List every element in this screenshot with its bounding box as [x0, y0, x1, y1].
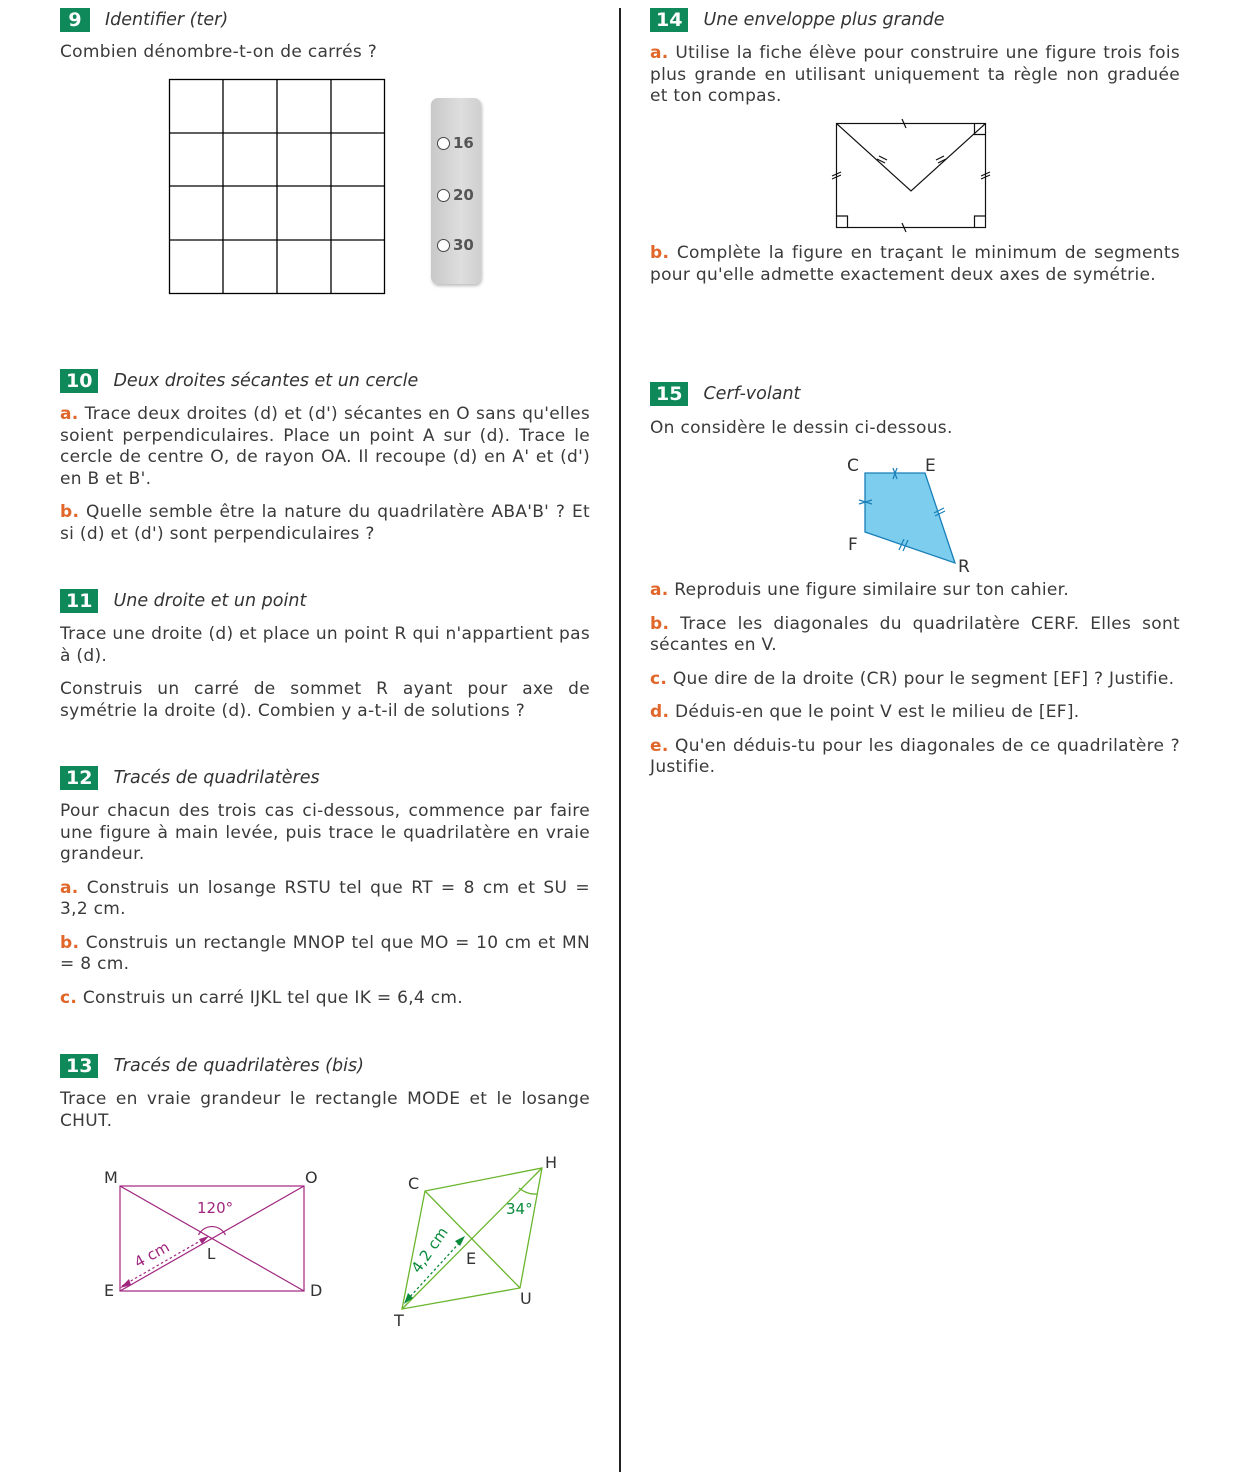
part-c	[60, 988, 590, 1010]
intro: Pour chacun des trois cas ci-dessous, commence par faire une figure à main levée, puis trace le quadrilatère en vraie grandeur.	[60, 801, 590, 864]
part-label: a.	[60, 404, 79, 424]
radio-icon[interactable]	[437, 137, 450, 150]
length-label: 4,2 cm	[407, 1223, 452, 1277]
exercise-title: Tracés de quadrilatères	[113, 768, 320, 788]
exercise-number: 12	[60, 766, 98, 790]
part-b	[60, 502, 590, 545]
part-label: a.	[650, 580, 669, 600]
paragraph: Trace une droite (d) et place un point R qui n'appartient pas à (d).	[60, 624, 590, 666]
exercise-9	[60, 8, 590, 64]
label-o: O	[305, 1168, 318, 1187]
exercise-14	[650, 8, 1180, 108]
option-30[interactable]	[437, 236, 474, 254]
part-e	[650, 736, 1180, 779]
exercise-number: 9	[60, 8, 90, 32]
part-text: Construis un carré IJKL tel que IK = 6,4 cm.	[82, 987, 463, 1008]
option-label: 16	[453, 134, 474, 152]
radio-icon[interactable]	[437, 239, 450, 252]
exercise-title: Deux droites sécantes et un cercle	[113, 371, 419, 391]
label-e: E	[925, 456, 936, 476]
exercise-11	[60, 589, 590, 722]
label-e: E	[466, 1249, 477, 1268]
label-h: H	[545, 1153, 558, 1172]
exercise-15-parts	[650, 580, 1180, 779]
part-text: Qu'en déduis-tu pour les diagonales de ce quadrilatère ? Justifie.	[650, 735, 1180, 777]
paragraph: Construis un carré de sommet R ayant pour axe de symétrie la droite (d). Combien y a-t-il de solutions ?	[60, 679, 590, 721]
part-label: e.	[650, 735, 669, 756]
intro: On considère le dessin ci-dessous.	[650, 418, 953, 438]
exercise-title: Cerf-volant	[703, 384, 801, 404]
label-t: T	[394, 1311, 404, 1330]
exercise-number: 11	[60, 589, 98, 613]
option-16[interactable]	[437, 134, 474, 152]
length-label: 4 cm	[131, 1237, 173, 1272]
figure-envelope	[830, 118, 995, 233]
angle-label: 120°	[197, 1199, 234, 1217]
part-c	[650, 669, 1180, 691]
part-text: Reproduis une figure similaire sur ton cahier.	[674, 580, 1070, 600]
part-label: b.	[650, 243, 670, 263]
exercise-12	[60, 766, 590, 1009]
part-text: Que dire de la droite (CR) pour le segment [EF] ? Justifie.	[672, 668, 1175, 689]
exercise-10	[60, 369, 590, 545]
angle-label: 34°	[506, 1200, 533, 1218]
exercise-number: 14	[650, 8, 688, 32]
option-label: 30	[453, 236, 474, 254]
label-l: L	[207, 1245, 216, 1263]
part-a	[650, 43, 1180, 108]
part-text: Construis un losange RSTU tel que RT = 8 cm et SU = 3,2 cm.	[60, 877, 590, 919]
part-a	[60, 404, 590, 490]
exercise-title: Tracés de quadrilatères (bis)	[113, 1056, 364, 1076]
part-d	[650, 702, 1180, 724]
exercise-title: Identifier (ter)	[105, 10, 229, 30]
column-divider	[619, 8, 621, 1472]
part-label: a.	[650, 43, 669, 63]
part-label: c.	[650, 668, 668, 689]
part-label: b.	[650, 613, 670, 634]
part-text: Utilise la fiche élève pour construire une figure trois fois plus grande en utilisant uniquement ta règle non graduée et ton compas.	[650, 43, 1180, 106]
option-20[interactable]	[437, 186, 474, 204]
part-label: b.	[60, 502, 80, 522]
figure-rhombus-chut	[385, 1148, 575, 1338]
part-a	[60, 878, 590, 921]
part-text: Déduis-en que le point V est le milieu de [EF].	[674, 702, 1080, 722]
part-label: d.	[650, 702, 670, 722]
part-text: Complète la figure en traçant le minimum de segments pour qu'elle admette exactement deux axes de symétrie.	[650, 243, 1180, 285]
part-text: Quelle semble être la nature du quadrilatère ABA'B' ? Et si (d) et (d') sont perpendiculaires ?	[60, 502, 590, 544]
square-grid	[168, 78, 388, 296]
part-label: c.	[60, 987, 78, 1008]
exercise-title: Une enveloppe plus grande	[703, 10, 945, 30]
part-text: Trace deux droites (d) et (d') sécantes en O sans qu'elles soient perpendiculaires. Place un point A sur (d). Trace le cercle de centre O, de rayon OA. Il recoupe (d) en A' et (d') en B et B'.	[60, 404, 590, 489]
exercise-number: 13	[60, 1054, 98, 1078]
paragraph: Trace en vraie grandeur le rectangle MODE et le losange CHUT.	[60, 1089, 590, 1131]
label-d: D	[310, 1281, 323, 1300]
part-text: Construis un rectangle MNOP tel que MO = 10 cm et MN = 8 cm.	[60, 932, 590, 974]
exercise-13	[60, 1054, 590, 1132]
exercise-14-part-b	[650, 243, 1180, 286]
label-e: E	[104, 1281, 115, 1300]
figure-kite-cerf	[840, 452, 980, 578]
figure-rectangle-mode	[90, 1155, 340, 1315]
exercise-title: Une droite et un point	[113, 591, 307, 611]
part-text: Trace les diagonales du quadrilatère CERF. Elles sont sécantes en V.	[650, 613, 1180, 655]
exercise-number: 10	[60, 369, 98, 393]
question-text: Combien dénombre-t-on de carrés ?	[60, 42, 378, 62]
label-c: C	[408, 1174, 420, 1193]
part-b	[650, 614, 1180, 657]
exercise-15	[650, 382, 1180, 440]
exercise-number: 15	[650, 382, 688, 406]
part-a	[650, 580, 1180, 602]
part-label: a.	[60, 877, 79, 898]
part-b	[650, 243, 1180, 286]
answer-options-panel	[431, 98, 481, 284]
label-f: F	[848, 535, 858, 555]
part-label: b.	[60, 932, 80, 953]
label-c: C	[847, 456, 859, 476]
label-m: M	[104, 1168, 118, 1187]
label-r: R	[958, 557, 970, 577]
option-label: 20	[453, 186, 474, 204]
radio-icon[interactable]	[437, 189, 450, 202]
part-b	[60, 933, 590, 976]
label-u: U	[520, 1289, 532, 1308]
